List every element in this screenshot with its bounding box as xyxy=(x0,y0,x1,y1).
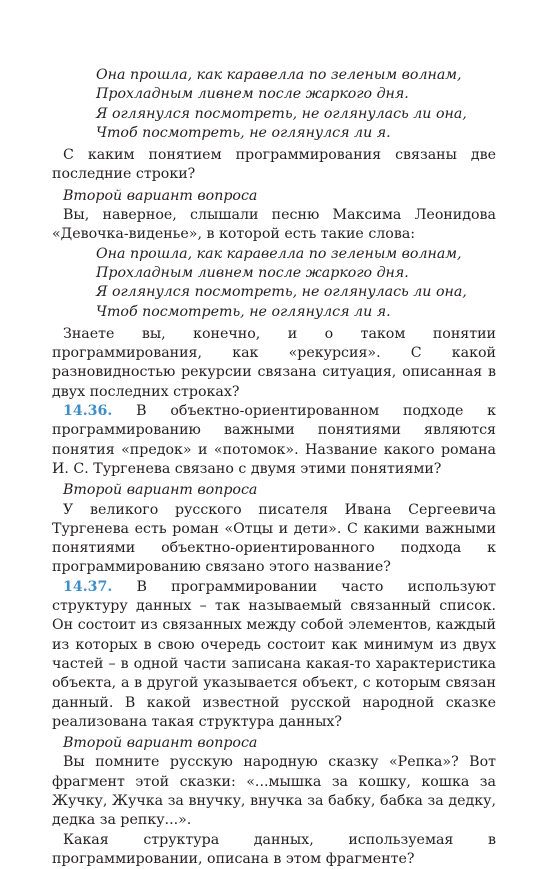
task-variant-question: Какая структура данных, используемая в программировании, описана в этом фрагменте? xyxy=(52,831,496,867)
page-content xyxy=(52,66,496,869)
poem-excerpt-2 xyxy=(96,245,496,322)
question-paragraph: Знаете вы, конечно, и о таком понятии программирования, как «рекурсия». С какой разновидностью рекурсии связана ситуация, описанная в двух последних строках? xyxy=(52,325,496,400)
poem-line: Прохладным ливнем после жаркого дня. xyxy=(96,86,409,103)
task-14-37 xyxy=(52,578,496,732)
poem-line: Она прошла, как каравелла по зеленым волнам, xyxy=(96,245,462,262)
task-number: 14.37. xyxy=(63,578,113,595)
question-intro: Вы, наверное, слышали песню Максима Леонидова «Девочка-виденье», в которой есть такие слова: xyxy=(52,207,496,243)
variant-label: Второй вариант вопроса xyxy=(63,482,258,499)
task-number: 14.36. xyxy=(63,403,113,420)
poem-excerpt-1 xyxy=(96,66,496,143)
poem-line: Я оглянулся посмотреть, не оглянулась ли она, xyxy=(96,284,467,301)
poem-line: Чтоб посмотреть, не оглянулся ли я. xyxy=(96,124,391,141)
poem-line: Прохладным ливнем после жаркого дня. xyxy=(96,264,409,281)
task-text: В программировании часто используют структуру данных – так называемый связанный список. Он состоит из связанных между собой элементов, каждый из которых в свою очередь состоит как минимум из двух частей – в одной части записана какая-то характеристика объекта, а в другой указывается объект, с которым связан данный. В какой известной русской народной сказке реализована такая структура данных? xyxy=(52,578,496,730)
task-variant-text: У великого русского писателя Ивана Сергеевича Тургенева есть роман «Отцы и дети». С какими важными понятиями объектно-ориентированного подхода к программированию связано этого название? xyxy=(52,501,496,576)
task-variant-text: Вы помните русскую народную сказку «Репка»? Вот фрагмент этой сказки: «...мышка за кошку, кошка за Жучку, Жучка за внучку, внучка за бабку, бабка за дедку, дедка за репку...». xyxy=(52,754,496,829)
task-14-36 xyxy=(52,402,496,479)
poem-line: Чтоб посмотреть, не оглянулся ли я. xyxy=(96,303,391,320)
variant-label: Второй вариант вопроса xyxy=(63,735,258,752)
poem-line: Я оглянулся посмотреть, не оглянулась ли она, xyxy=(96,105,467,122)
question-paragraph: С каким понятием программирования связаны две последние строки? xyxy=(52,147,496,183)
task-text: В объектно-ориентированном подходе к программированию важными понятиями являются понятия «предок» и «потомок». Название какого романа И. С. Тургенева связано с двумя этими понятиями? xyxy=(52,403,496,477)
variant-label: Второй вариант вопроса xyxy=(63,187,258,204)
poem-line: Она прошла, как каравелла по зеленым волнам, xyxy=(96,67,462,83)
